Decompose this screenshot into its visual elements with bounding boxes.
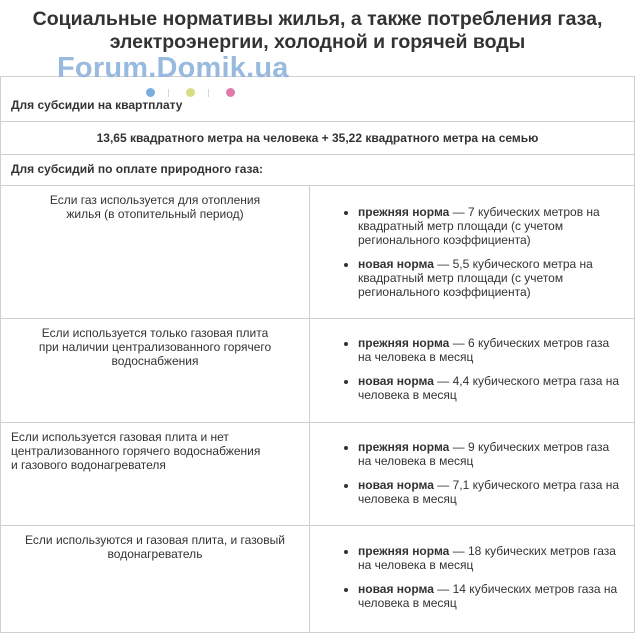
watermark-logo: Forum.Domik.ua [57, 52, 289, 84]
new-norm-item [358, 257, 624, 299]
pink-dot-icon [226, 88, 235, 97]
condition-text: Если газ используется для отопления жилья (в отопительный период) [49, 193, 261, 221]
condition-text: Если используется только газовая плита при наличии централизованного горячего водоснабжения [38, 326, 272, 368]
condition-text: Если используются и газовая плита, и газовый водонагреватель [25, 533, 285, 561]
old-norm-label: прежняя норма [358, 544, 450, 558]
yellow-dot-icon [186, 88, 195, 97]
condition-text: Если используется газовая плита и нет централизованного горячего водоснабжения и газового водонагревателя [11, 430, 261, 472]
new-norm-item [358, 478, 624, 506]
norms-list [340, 205, 624, 299]
condition-cell [1, 423, 310, 526]
new-norm-text: — 4,4 кубического метра газа на человека в месяц [358, 374, 620, 402]
new-norm-label: новая норма [358, 374, 434, 388]
old-norm-text: — 18 кубических метров газа на человека в месяц [358, 544, 616, 572]
new-norm-text: — 14 кубических метров газа на человека в месяц [358, 582, 618, 610]
gas-row-stove-no-hot-water [1, 423, 635, 526]
norms-cell [310, 319, 635, 423]
condition-cell [1, 319, 310, 423]
old-norm-item [358, 440, 624, 468]
dot-separator [208, 89, 209, 97]
new-norm-label: новая норма [358, 478, 434, 492]
old-norm-label: прежняя норма [358, 440, 450, 454]
housing-section-label: Для субсидии на квартплату [1, 77, 635, 122]
old-norm-item [358, 336, 624, 364]
title-line-2: электроэнергии, холодной и горячей воды [109, 31, 526, 53]
new-norm-item [358, 374, 624, 402]
norms-list [340, 544, 624, 610]
housing-norm-value: 13,65 квадратного метра на человека + 35,22 квадратного метра на семью [1, 122, 635, 155]
blue-dot-icon [146, 88, 155, 97]
gas-section-row [1, 155, 635, 186]
old-norm-item [358, 205, 624, 247]
norms-cell [310, 186, 635, 319]
new-norm-item [358, 582, 624, 610]
old-norm-item [358, 544, 624, 572]
norms-list [340, 336, 624, 402]
gas-row-heating [1, 186, 635, 319]
norms-list [340, 440, 624, 506]
condition-cell [1, 526, 310, 633]
old-norm-label: прежняя норма [358, 205, 450, 219]
title-line-1: Социальные нормативы жилья, а также потребления газа, [32, 8, 603, 30]
new-norm-label: новая норма [358, 257, 434, 271]
new-norm-label: новая норма [358, 582, 434, 596]
housing-norm-row [1, 122, 635, 155]
norms-cell [310, 423, 635, 526]
condition-cell [1, 186, 310, 319]
gas-row-stove-with-hot-water [1, 319, 635, 423]
norms-cell [310, 526, 635, 633]
new-norm-text: — 7,1 кубического метра газа на человека в месяц [358, 478, 620, 506]
old-norm-text: — 9 кубических метров газа на человека в месяц [358, 440, 610, 468]
gas-section-label: Для субсидий по оплате природного газа: [1, 155, 635, 186]
old-norm-label: прежняя норма [358, 336, 450, 350]
new-norm-text: — 5,5 кубического метра на квадратный метр площади (с учетом регионального коэффициента) [358, 257, 593, 299]
norms-table [0, 76, 635, 633]
gas-row-stove-and-heater [1, 526, 635, 633]
dot-separator [168, 89, 169, 97]
page-title [0, 8, 635, 54]
old-norm-text: — 6 кубических метров газа на человека в месяц [358, 336, 610, 364]
old-norm-text: — 7 кубических метров на квадратный метр площади (с учетом регионального коэффициента) [358, 205, 600, 247]
